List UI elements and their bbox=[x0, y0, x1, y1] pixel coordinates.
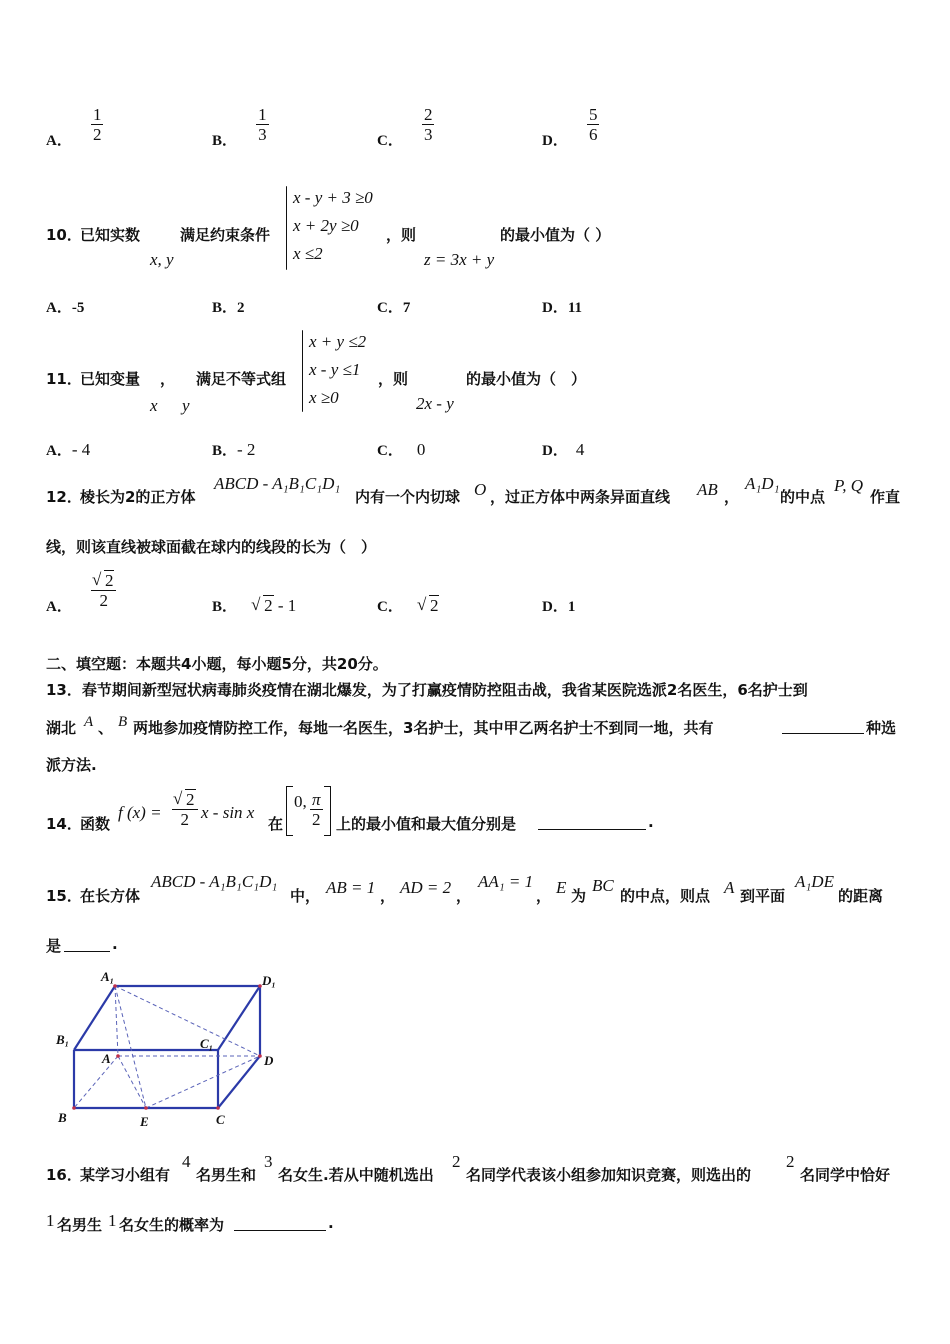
edge-ab bbox=[74, 1056, 118, 1108]
constraint-system: x + y ≤2 x - y ≤1 x ≥0 bbox=[309, 332, 367, 407]
fraction: √ $\frac{2}{2}$ bbox=[91, 571, 117, 610]
question-text: 名同学中恰好 bbox=[800, 1166, 891, 1184]
math-point: A bbox=[84, 714, 94, 730]
segment-ae bbox=[118, 1056, 146, 1108]
q10-option-a[interactable]: A．-5 bbox=[46, 300, 85, 316]
fraction: $\frac{1}{2}$ bbox=[92, 105, 102, 144]
question-text: 的最小值为（ ） bbox=[500, 226, 611, 244]
number: 2 bbox=[786, 1152, 795, 1171]
math-center: O bbox=[474, 480, 487, 499]
question-text: 13．春节期间新型冠状病毒肺炎疫情在湖北爆发，为了打赢疫情防控阻击战，我省某医院选派2名医生，6名护士到 bbox=[46, 681, 808, 699]
constraint-system: x - y + 3 ≥0 x + 2y ≥0 x ≤2 bbox=[293, 188, 373, 263]
question-text: 某学习小组有 bbox=[80, 1166, 171, 1184]
q9-option-b[interactable] bbox=[212, 104, 269, 149]
math-line: AB bbox=[697, 480, 718, 499]
question-number: 12． bbox=[46, 488, 82, 506]
question-text: ，过正方体中两条异面直线 bbox=[490, 488, 671, 506]
q12-option-a[interactable] bbox=[46, 570, 116, 615]
math-eq: AA₁ = 1 bbox=[478, 872, 534, 891]
question-text: 函数 bbox=[80, 815, 111, 833]
number: 1 bbox=[46, 1211, 55, 1230]
question-text: 种选 bbox=[866, 719, 897, 737]
separator: 、 bbox=[98, 719, 114, 737]
question-text: 中， bbox=[290, 887, 321, 905]
label-d1: D₁ bbox=[262, 973, 276, 988]
question-text: 的中点，则点 bbox=[620, 887, 711, 905]
number: 1 bbox=[108, 1211, 117, 1230]
comma: ， bbox=[160, 370, 176, 388]
math-var: x bbox=[150, 396, 158, 415]
question-text: ，则 bbox=[378, 370, 409, 388]
question-text: 名男生 bbox=[57, 1216, 103, 1234]
label-c1: C₁ bbox=[200, 1036, 214, 1051]
q9-option-d[interactable] bbox=[542, 104, 599, 149]
objective-function: 2x - y bbox=[416, 394, 454, 413]
question-text: 满足不等式组 bbox=[196, 370, 287, 388]
question-number: 14． bbox=[46, 815, 82, 833]
solid-edges bbox=[74, 986, 260, 1108]
question-text: 派方法. bbox=[46, 756, 97, 774]
period: . bbox=[328, 1214, 334, 1232]
math-vars: x, y bbox=[150, 250, 174, 269]
q9-option-c[interactable] bbox=[377, 104, 434, 149]
question-text: 棱长为2的正方体 bbox=[80, 488, 196, 506]
question-text: ，则 bbox=[386, 226, 417, 244]
option-label: C． bbox=[377, 133, 403, 149]
option-value: √ 2 - 1 bbox=[252, 596, 296, 615]
question-number: 15． bbox=[46, 887, 82, 905]
math-eq: AB = 1 bbox=[326, 878, 376, 897]
bracket-right bbox=[324, 786, 331, 836]
answer-blank[interactable] bbox=[782, 718, 864, 734]
question-text: 名男生和 bbox=[196, 1166, 257, 1184]
q11-option-b[interactable]: B．- 2 bbox=[212, 440, 256, 459]
q10-option-b[interactable]: B．2 bbox=[212, 300, 245, 316]
question-text: 已知实数 bbox=[80, 226, 141, 244]
math-plane: A₁DE bbox=[795, 872, 834, 891]
segment-ed bbox=[146, 1056, 260, 1108]
math-point: E bbox=[556, 878, 567, 897]
comma: ， bbox=[456, 887, 472, 905]
dot-c bbox=[216, 1106, 220, 1110]
label-a1: A₁ bbox=[101, 969, 115, 984]
question-text: 名女生.若从中随机选出 bbox=[278, 1166, 434, 1184]
bracket-left bbox=[286, 786, 293, 836]
label-a: A bbox=[102, 1051, 111, 1066]
q10-option-d[interactable]: D．11 bbox=[542, 300, 583, 316]
edge-d1c1 bbox=[218, 986, 260, 1050]
option-label: B． bbox=[212, 599, 238, 615]
label-e: E bbox=[140, 1114, 149, 1129]
number: 2 bbox=[452, 1152, 461, 1171]
math-box: ABCD - A₁B₁C₁D₁ bbox=[151, 872, 278, 891]
q12-option-d[interactable]: D．1 bbox=[542, 599, 576, 615]
option-label: D． bbox=[542, 133, 568, 149]
question-text: 作直 bbox=[870, 488, 901, 506]
math-points: P, Q bbox=[834, 476, 863, 495]
question-text: 为 bbox=[571, 887, 587, 905]
question-number: 11． bbox=[46, 370, 82, 388]
edge-a1b1 bbox=[74, 986, 115, 1050]
q11-option-d[interactable]: D． 4 bbox=[542, 440, 585, 459]
q11-option-a[interactable]: A．- 4 bbox=[46, 440, 91, 459]
dot-a bbox=[116, 1054, 120, 1058]
question-number: 16． bbox=[46, 1166, 82, 1184]
dot-d1 bbox=[258, 984, 262, 988]
q10-option-c[interactable]: C．7 bbox=[377, 300, 411, 316]
q9-option-a[interactable] bbox=[46, 104, 103, 149]
question-text: 线，则该直线被球面截在球内的线段的长为（ ） bbox=[46, 538, 377, 556]
dot-d bbox=[258, 1054, 262, 1058]
number: 3 bbox=[264, 1152, 273, 1171]
fraction: $\frac{\pi}{2}$ bbox=[312, 790, 321, 829]
question-text: 的中点 bbox=[780, 488, 826, 506]
segment-a1e bbox=[115, 986, 146, 1108]
option-label: A． bbox=[46, 133, 72, 149]
fraction: $\frac{2}{3}$ bbox=[423, 105, 433, 144]
vertex-dots bbox=[72, 984, 262, 1110]
question-text: 是 bbox=[46, 937, 62, 955]
dot-b bbox=[72, 1106, 76, 1110]
question-text: 在 bbox=[268, 815, 284, 833]
question-text: 名同学代表该小组参加知识竞赛，则选出的 bbox=[466, 1166, 752, 1184]
math-var: y bbox=[182, 396, 190, 415]
option-label: B． bbox=[212, 133, 238, 149]
dot-e bbox=[144, 1106, 148, 1110]
question-text: 的最小值为（ ） bbox=[466, 370, 587, 388]
label-b1: B₁ bbox=[56, 1032, 70, 1047]
dot-a1 bbox=[113, 984, 117, 988]
label-d: D bbox=[264, 1053, 274, 1068]
objective-function: z = 3x + y bbox=[424, 250, 495, 269]
option-label: A． bbox=[46, 599, 72, 615]
constraint-brace bbox=[286, 186, 287, 270]
math-eq: AD = 2 bbox=[400, 878, 452, 897]
fraction: $\frac{5}{6}$ bbox=[588, 105, 598, 144]
section-title: 二、填空题：本题共4小题，每小题5分，共20分。 bbox=[46, 655, 388, 673]
function-name: f (x) = bbox=[118, 803, 162, 822]
question-text: 已知变量 bbox=[80, 370, 141, 388]
option-value: √ 2 bbox=[418, 596, 440, 615]
constraint-brace bbox=[302, 330, 303, 412]
q11-option-c[interactable]: C． 0 bbox=[377, 440, 426, 459]
answer-blank[interactable] bbox=[538, 814, 646, 830]
question-text: 湖北 bbox=[46, 719, 77, 737]
label-b: B bbox=[58, 1110, 67, 1125]
function-rest: x - sin x bbox=[201, 803, 255, 822]
comma: ， bbox=[724, 488, 740, 506]
interval-left: 0, bbox=[294, 792, 307, 811]
option-label: C． bbox=[377, 599, 403, 615]
period: . bbox=[648, 813, 654, 831]
fraction: $\frac{1}{3}$ bbox=[258, 105, 267, 144]
math-cube: ABCD - A₁B₁C₁D₁ bbox=[214, 474, 341, 493]
question-text: 名女生的概率为 bbox=[119, 1216, 225, 1234]
math-point: A bbox=[724, 878, 735, 897]
answer-blank[interactable] bbox=[234, 1215, 326, 1231]
q12-option-c[interactable] bbox=[377, 595, 439, 616]
math-segment: BC bbox=[592, 876, 614, 895]
answer-blank[interactable] bbox=[64, 936, 110, 952]
question-text: 内有一个内切球 bbox=[355, 488, 461, 506]
fraction: √ $\frac{2}{2}$ bbox=[172, 790, 198, 829]
q12-option-b[interactable] bbox=[212, 595, 296, 616]
label-c: C bbox=[216, 1112, 225, 1127]
question-text: 在长方体 bbox=[80, 887, 141, 905]
comma: ， bbox=[536, 887, 552, 905]
period: . bbox=[112, 935, 118, 953]
question-text: 两地参加疫情防控工作，每地一名医生，3名护士，其中甲乙两名护士不到同一地，共有 bbox=[133, 719, 714, 737]
cuboid-figure bbox=[40, 966, 300, 1132]
question-text: 上的最小值和最大值分别是 bbox=[336, 815, 517, 833]
question-number: 10． bbox=[46, 226, 82, 244]
question-text: 到平面 bbox=[740, 887, 786, 905]
math-point: B bbox=[118, 714, 128, 730]
question-text: 满足约束条件 bbox=[180, 226, 271, 244]
number: 4 bbox=[182, 1152, 191, 1171]
question-text: 的距离 bbox=[838, 887, 884, 905]
edge-cd bbox=[218, 1056, 260, 1108]
comma: ， bbox=[380, 887, 396, 905]
math-line: A₁D₁ bbox=[745, 474, 780, 493]
